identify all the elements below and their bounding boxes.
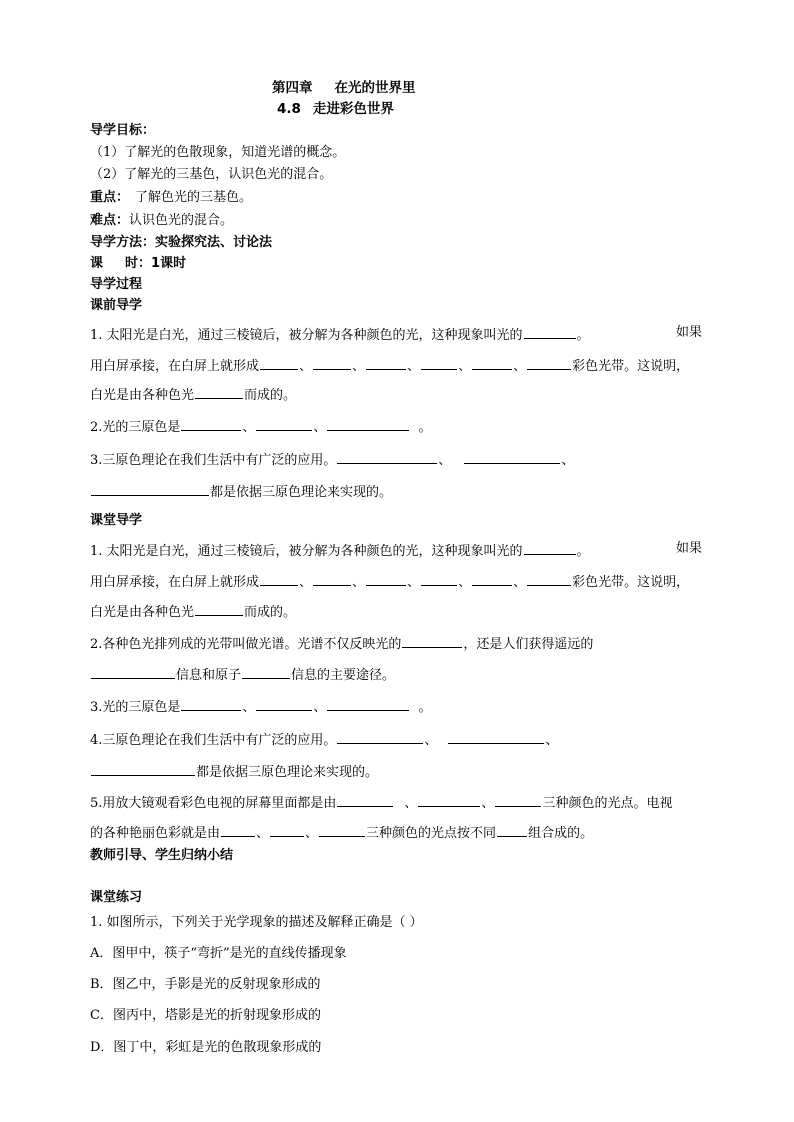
- pre-q1-line-a: [90, 325, 590, 344]
- blank[interactable]: [260, 572, 298, 586]
- text: 信息和原子: [176, 668, 242, 683]
- blank[interactable]: [527, 356, 571, 370]
- class-q1-line-a: [90, 541, 590, 560]
- class-q1-line-c: [90, 602, 296, 621]
- pre-q1-punct: 。: [576, 328, 590, 343]
- period-label-b: 时：: [125, 256, 152, 271]
- class-heading: 课堂导学: [90, 513, 143, 528]
- blank[interactable]: [195, 385, 243, 399]
- blank[interactable]: [181, 417, 241, 431]
- sep: 、: [513, 575, 527, 590]
- blank[interactable]: [448, 730, 544, 744]
- text: ，还是人们获得遥远的: [463, 637, 594, 652]
- text: 2.各种色光排列成的光带叫做光谱。光谱不仅反映光的: [90, 637, 402, 652]
- text: 白光是由各种色光: [90, 388, 195, 403]
- blank[interactable]: [418, 793, 480, 807]
- text: 1. 太阳光是白光，通过三棱镜后，被分解为各种颜色的光，这种现象叫光的: [90, 544, 523, 559]
- difficulty-label: 难点：: [90, 213, 130, 228]
- method: [90, 235, 272, 251]
- pre-q1-tail: 如果: [676, 325, 703, 340]
- period-text: 1课时: [151, 256, 187, 271]
- chapter-title: [272, 80, 416, 96]
- key-point-text: 了解色光的三基色。: [135, 190, 253, 205]
- blank[interactable]: [313, 572, 351, 586]
- punct: 。: [418, 700, 432, 715]
- class-q4-b: [90, 762, 378, 781]
- section-name: 走进彩色世界: [312, 101, 394, 117]
- blank[interactable]: [270, 823, 304, 837]
- sep: 、: [458, 575, 472, 590]
- sep: 、: [299, 575, 313, 590]
- sep: 、: [352, 575, 366, 590]
- punct: 。: [418, 420, 432, 435]
- blank[interactable]: [337, 450, 437, 464]
- text: 而成的。: [244, 605, 297, 620]
- section-number: 4.8: [277, 101, 301, 117]
- key-point-label: 重点：: [90, 190, 130, 205]
- text: 而成的。: [244, 388, 297, 403]
- sep: 、: [438, 453, 452, 468]
- sep: 、: [305, 826, 319, 841]
- text: 的各种艳丽色彩就是由: [90, 826, 221, 841]
- text: 5.用放大镜观看彩色电视的屏幕里面都是由: [90, 796, 337, 811]
- blank[interactable]: [524, 541, 576, 555]
- method-label: 导学方法：: [90, 235, 156, 250]
- class-q1-tail: 如果: [676, 541, 703, 556]
- method-text: 实验探究法、讨论法: [155, 235, 273, 250]
- class-q5-b: [90, 823, 593, 842]
- text: 白光是由各种色光: [90, 605, 195, 620]
- blank[interactable]: [402, 634, 462, 648]
- text: 信息的主要途径。: [291, 668, 396, 683]
- pre-heading: 课前导学: [90, 298, 143, 313]
- sep: 、: [256, 826, 270, 841]
- blank[interactable]: [313, 356, 351, 370]
- blank[interactable]: [464, 450, 560, 464]
- sep: 、: [458, 359, 472, 374]
- blank[interactable]: [195, 602, 243, 616]
- class-q2-b: [90, 665, 395, 684]
- pre-q3-b: [90, 482, 392, 501]
- pre-q3: [90, 450, 574, 469]
- blank[interactable]: [495, 793, 541, 807]
- option-c[interactable]: C．图丙中，塔影是光的折射现象形成的: [90, 1008, 321, 1023]
- difficulty-text: 认识色光的混合。: [129, 213, 234, 228]
- text: 都是依据三原色理论来实现的。: [210, 485, 393, 500]
- sep: 、: [407, 359, 421, 374]
- class-q2: [90, 634, 593, 653]
- text: 彩色光带。这说明，: [572, 359, 690, 374]
- class-q5: [90, 793, 672, 812]
- class-q1-line-b: [90, 572, 689, 591]
- text: 组合成的。: [528, 826, 594, 841]
- option-b[interactable]: B．图乙中，手影是光的反射现象形成的: [90, 977, 321, 992]
- sep: 、: [352, 359, 366, 374]
- sep: 、: [242, 700, 256, 715]
- text: 4.三原色理论在我们生活中有广泛的应用。: [90, 733, 337, 748]
- blank[interactable]: [91, 665, 175, 679]
- text: 3.光的三原色是: [90, 700, 181, 715]
- blank[interactable]: [256, 417, 312, 431]
- text: 三种颜色的光点按不同: [366, 826, 497, 841]
- sep: 、: [407, 575, 421, 590]
- pre-q2: [90, 417, 431, 436]
- blank[interactable]: [366, 572, 406, 586]
- class-q4: [90, 730, 558, 749]
- pre-q1-text: 1. 太阳光是白光，通过三棱镜后，被分解为各种颜色的光，这种现象叫光的: [90, 328, 523, 343]
- process-heading: 导学过程: [90, 277, 143, 292]
- blank[interactable]: [472, 356, 512, 370]
- text: 2.光的三原色是: [90, 420, 181, 435]
- text: 彩色光带。这说明，: [572, 575, 690, 590]
- blank[interactable]: [421, 356, 457, 370]
- blank[interactable]: [91, 482, 209, 496]
- sep: 、: [513, 359, 527, 374]
- period-label-a: 课: [90, 256, 104, 271]
- blank[interactable]: [221, 823, 255, 837]
- blank[interactable]: [327, 417, 409, 431]
- text: 用白屏承接，在白屏上就形成: [90, 359, 260, 374]
- practice-question: 1. 如图所示，下列关于光学现象的描述及解释正确是（ ）: [90, 915, 423, 930]
- goal-item-1: （1）了解光的色散现象，知道光谱的概念。: [90, 145, 346, 160]
- blank[interactable]: [181, 697, 241, 711]
- blank[interactable]: [527, 572, 571, 586]
- blank[interactable]: [260, 356, 298, 370]
- sep: 、: [299, 359, 313, 374]
- period: [90, 256, 186, 272]
- option-a[interactable]: A．图甲中，筷子“弯折”是光的直线传播现象: [90, 946, 347, 961]
- blank[interactable]: [337, 730, 423, 744]
- goals-heading: 导学目标：: [90, 123, 156, 138]
- punct: 。: [576, 544, 590, 559]
- text: 都是依据三原色理论来实现的。: [196, 765, 379, 780]
- sep: 、: [313, 420, 327, 435]
- pre-q1-line-c: [90, 385, 296, 404]
- blank[interactable]: [366, 356, 406, 370]
- class-q3: [90, 697, 431, 716]
- summary-heading: 教师引导、学生归纳小结: [90, 848, 234, 863]
- section-title: [277, 101, 394, 117]
- chapter-name: 在光的世界里: [334, 80, 416, 96]
- sep: 、: [242, 420, 256, 435]
- blank[interactable]: [497, 823, 527, 837]
- blank[interactable]: [421, 572, 457, 586]
- blank[interactable]: [319, 823, 365, 837]
- blank[interactable]: [327, 697, 409, 711]
- blank[interactable]: [337, 793, 393, 807]
- sep: 、: [313, 700, 327, 715]
- sep: 、: [424, 733, 438, 748]
- sep: 、: [481, 796, 495, 811]
- goal-item-2: （2）了解光的三基色，认识色光的混合。: [90, 167, 333, 182]
- pre-q1-line-b: [90, 356, 689, 375]
- text: 用白屏承接，在白屏上就形成: [90, 575, 260, 590]
- blank[interactable]: [524, 325, 576, 339]
- practice-heading: 课堂练习: [90, 890, 143, 905]
- key-point: [90, 190, 252, 206]
- sep: 、: [404, 796, 418, 811]
- blank[interactable]: [472, 572, 512, 586]
- difficulty: [90, 213, 233, 229]
- blank[interactable]: [256, 697, 312, 711]
- text: 3.三原色理论在我们生活中有广泛的应用。: [90, 453, 337, 468]
- option-d[interactable]: D．图丁中，彩虹是光的色散现象形成的: [90, 1040, 322, 1055]
- sep: 、: [545, 733, 559, 748]
- text: 三种颜色的光点。电视: [542, 796, 673, 811]
- blank[interactable]: [91, 762, 195, 776]
- sep: 、: [561, 453, 575, 468]
- blank[interactable]: [242, 665, 290, 679]
- chapter-label: 第四章: [272, 80, 313, 96]
